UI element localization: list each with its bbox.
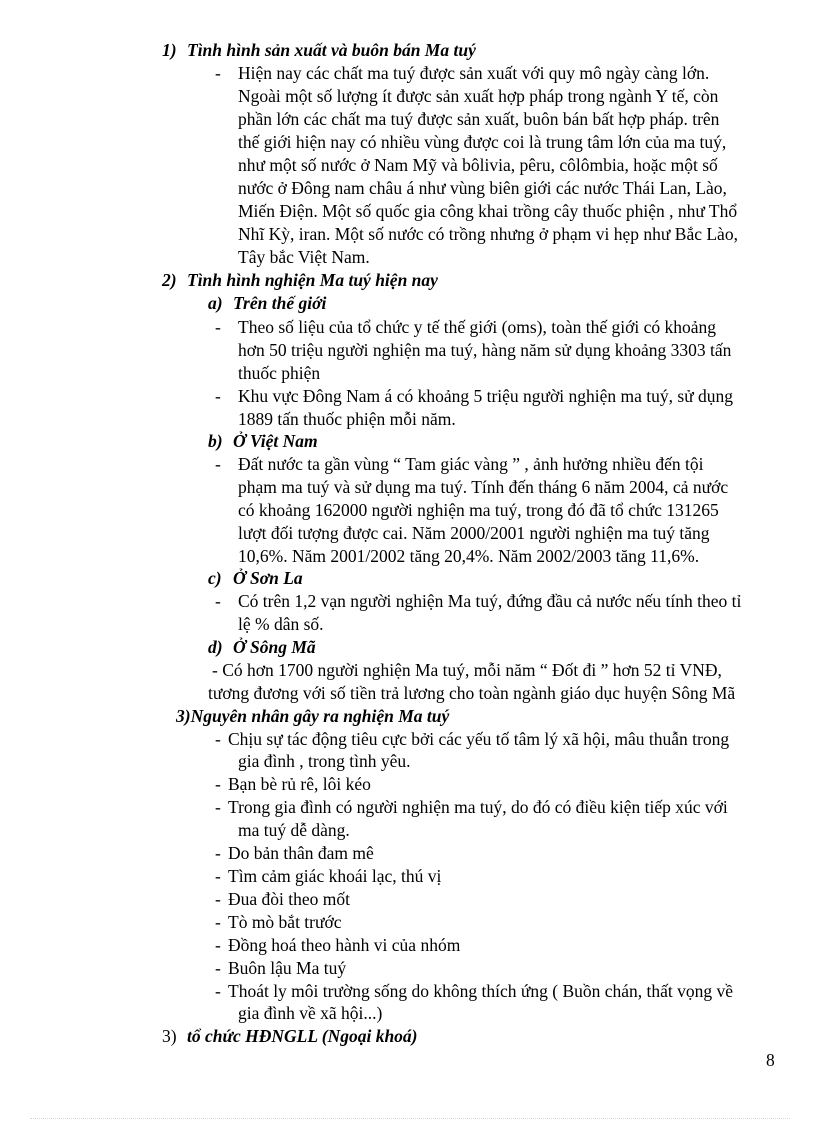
bullet-dash: - bbox=[215, 912, 221, 932]
cause-item: Tìm cảm giác khoái lạc, thú vị bbox=[228, 866, 442, 886]
bullet-dash: - bbox=[215, 889, 221, 909]
cause-item: ma tuý dễ dàng. bbox=[238, 820, 350, 840]
section-1-title: Tình hình sản xuất và buôn bán Ma tuý bbox=[187, 40, 476, 60]
section-1-line: Ngoài một số lượng ít được sản xuất hợp pháp trong ngành Y tế, còn bbox=[238, 86, 719, 106]
cause-item: Tò mò bắt trước bbox=[228, 912, 342, 932]
bullet-dash: - bbox=[215, 797, 221, 817]
section-1-line: thế giới hiện nay có nhiều vùng được coi là trung tâm lớn của ma tuý, bbox=[238, 132, 727, 152]
bullet-dash: - bbox=[215, 958, 221, 978]
bullet-dash: - bbox=[215, 935, 221, 955]
subsection-a-line: thuốc phiện bbox=[238, 363, 321, 383]
section-2-title: Tình hình nghiện Ma tuý hiện nay bbox=[187, 270, 438, 290]
subsection-a-line: 1889 tấn thuốc phiện mỗi năm. bbox=[238, 409, 456, 429]
bullet-dash: - bbox=[215, 729, 221, 749]
subsection-a-line: Khu vực Đông Nam á có khoảng 5 triệu người nghiện ma tuý, sử dụng bbox=[238, 386, 734, 406]
section-1-line: như một số nước ở Nam Mỹ và bôlivia, pêru, côlômbia, hoặc một số bbox=[238, 155, 718, 175]
cause-item: gia đình về xã hội...) bbox=[238, 1003, 383, 1023]
bullet-dash: - bbox=[215, 866, 221, 886]
cause-item: Do bản thân đam mê bbox=[228, 843, 374, 863]
cause-item: Chịu sự tác động tiêu cực bởi các yếu tố tâm lý xã hội, mâu thuẫn trong bbox=[228, 729, 730, 749]
bullet-dash: - bbox=[215, 317, 221, 337]
subsection-b-line: phạm ma tuý và sử dụng ma tuý. Tính đến tháng 6 năm 2004, cả nước bbox=[238, 477, 729, 497]
bullet-dash: - bbox=[215, 774, 221, 794]
section-1-number: 1) bbox=[162, 40, 177, 60]
subsection-a-line: Theo số liệu của tổ chức y tế thế giới (oms), toàn thế giới có khoảng bbox=[238, 317, 717, 337]
subsection-b-line: lượt đối tượng được cai. Năm 2000/2001 người nghiện ma tuý tăng bbox=[238, 523, 710, 543]
subsection-d-line: tương đương với số tiền trả lương cho toàn ngành giáo dục huyện Sông Mã bbox=[208, 683, 736, 703]
bullet-dash: - bbox=[215, 981, 221, 1001]
bullet-dash: - bbox=[215, 454, 221, 474]
bullet-dash: - bbox=[215, 843, 221, 863]
page-bottom-divider bbox=[30, 1118, 790, 1119]
section-4-number: 3) bbox=[162, 1026, 177, 1046]
cause-item: Bạn bè rủ rê, lôi kéo bbox=[228, 774, 371, 794]
bullet-dash: - bbox=[215, 591, 221, 611]
subsection-a-title: Trên thế giới bbox=[233, 293, 327, 313]
section-3-title: 3)Nguyên nhân gây ra nghiện Ma tuý bbox=[176, 706, 450, 726]
subsection-d-title: Ở Sông Mã bbox=[233, 637, 316, 657]
cause-item: Đồng hoá theo hành vi của nhóm bbox=[228, 935, 461, 955]
section-1-line: Tây bắc Việt Nam. bbox=[238, 247, 370, 267]
cause-item: Đua đòi theo mốt bbox=[228, 889, 350, 909]
subsection-b-line: có khoảng 162000 người nghiện ma tuý, trong đó đã tổ chức 131265 bbox=[238, 500, 719, 520]
subsection-d-line: - Có hơn 1700 người nghiện Ma tuý, mỗi năm “ Đốt đi ” hơn 52 tỉ VNĐ, bbox=[212, 660, 722, 680]
section-4-title: tổ chức HĐNGLL (Ngoại khoá) bbox=[187, 1026, 418, 1046]
subsection-d-letter: d) bbox=[208, 637, 223, 657]
subsection-c-letter: c) bbox=[208, 568, 222, 588]
section-1-line: Hiện nay các chất ma tuý được sản xuất với quy mô ngày càng lớn. bbox=[238, 63, 710, 83]
subsection-c-title: Ở Sơn La bbox=[233, 568, 303, 588]
section-1-line: Miến Điện. Một số quốc gia công khai trồng cây thuốc phiện , như Thổ bbox=[238, 201, 738, 221]
subsection-b-line: Đất nước ta gần vùng “ Tam giác vàng ” , ảnh hưởng nhiều đến tội bbox=[238, 454, 704, 474]
cause-item: Trong gia đình có người nghiện ma tuý, do đó có điều kiện tiếp xúc với bbox=[228, 797, 728, 817]
section-1-line: nước ở Đông nam châu á như vùng biên giới các nước Thái Lan, Lào, bbox=[238, 178, 727, 198]
page-number: 8 bbox=[766, 1050, 775, 1070]
bullet-dash: - bbox=[215, 386, 221, 406]
subsection-b-title: Ở Việt Nam bbox=[233, 431, 318, 451]
section-1-line: phần lớn các chất ma tuý được sản xuất, buôn bán bất hợp pháp. trên bbox=[238, 109, 720, 129]
subsection-a-letter: a) bbox=[208, 293, 223, 313]
subsection-c-line: Có trên 1,2 vạn người nghiện Ma tuý, đứng đầu cả nước nếu tính theo tỉ bbox=[238, 591, 742, 611]
subsection-b-line: 10,6%. Năm 2001/2002 tăng 20,4%. Năm 2002/2003 tăng 11,6%. bbox=[238, 546, 700, 566]
section-1-line: Nhĩ Kỳ, iran. Một số nước có trồng nhưng ở phạm vi hẹp như Bắc Lào, bbox=[238, 224, 738, 244]
cause-item: gia đình , trong tình yêu. bbox=[238, 751, 411, 771]
subsection-a-line: hơn 50 triệu người nghiện ma tuý, hàng năm sử dụng khoảng 3303 tấn bbox=[238, 340, 732, 360]
cause-item: Buôn lậu Ma tuý bbox=[228, 958, 347, 978]
bullet-dash: - bbox=[215, 63, 221, 83]
subsection-b-letter: b) bbox=[208, 431, 223, 451]
section-2-number: 2) bbox=[162, 270, 177, 290]
cause-item: Thoát ly môi trường sống do không thích ứng ( Buồn chán, thất vọng về bbox=[228, 981, 734, 1001]
subsection-c-line: lệ % dân số. bbox=[238, 614, 324, 634]
